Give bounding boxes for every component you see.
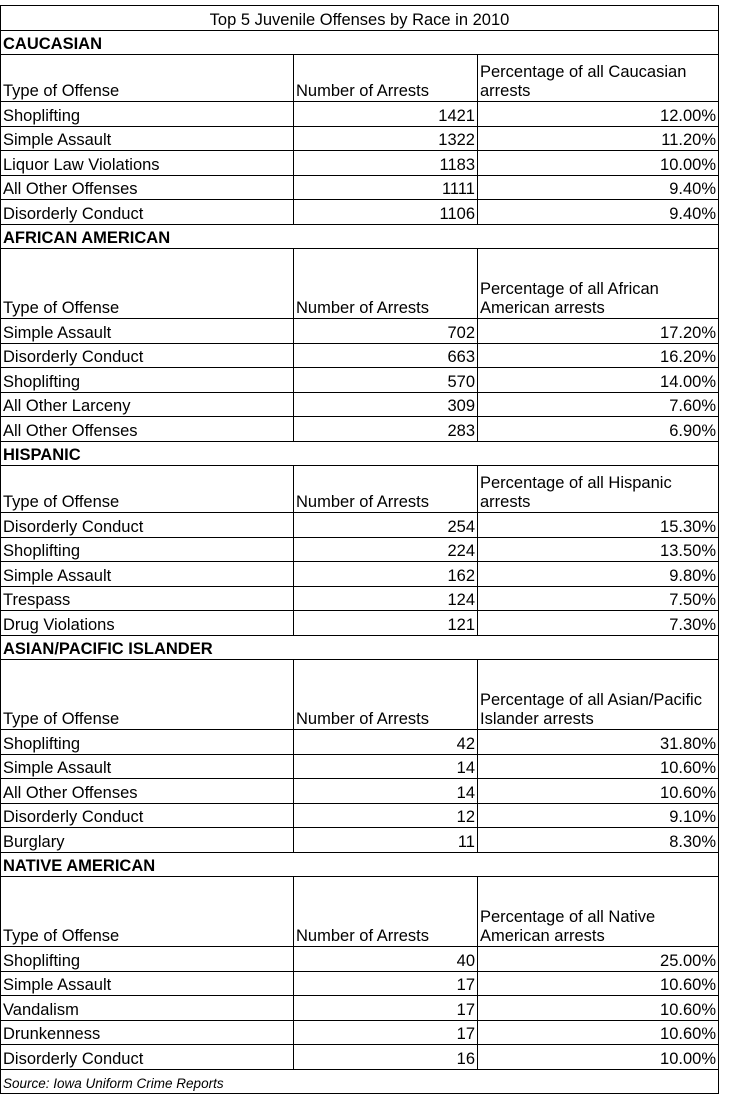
- arrest-percentage: 9.40%: [478, 200, 719, 225]
- arrest-percentage: 10.60%: [478, 996, 719, 1021]
- race-label: ASIAN/PACIFIC ISLANDER: [1, 635, 719, 660]
- arrest-count: 1106: [294, 200, 478, 225]
- arrest-count: 11: [294, 828, 478, 853]
- arrest-percentage: 8.30%: [478, 828, 719, 853]
- offenses-table: [0, 5, 719, 1094]
- offenses-table-body: [1, 6, 719, 1094]
- offense-name: Simple Assault: [1, 971, 294, 996]
- offense-name: Shoplifting: [1, 102, 294, 127]
- arrest-percentage: 25.00%: [478, 947, 719, 972]
- arrest-percentage: 9.40%: [478, 175, 719, 200]
- offense-type-header: Type of Offense: [1, 55, 294, 102]
- offense-name: Burglary: [1, 828, 294, 853]
- offense-name: All Other Offenses: [1, 779, 294, 804]
- offense-name: Simple Assault: [1, 126, 294, 151]
- arrest-count: 42: [294, 730, 478, 755]
- offense-name: All Other Offenses: [1, 417, 294, 442]
- section-header-african-american: [1, 224, 719, 249]
- race-label: NATIVE AMERICAN: [1, 852, 719, 877]
- table-row: [1, 102, 719, 127]
- table-row: [1, 754, 719, 779]
- arrest-percentage: 10.60%: [478, 971, 719, 996]
- offense-name: Drunkenness: [1, 1020, 294, 1045]
- table-row: [1, 947, 719, 972]
- arrest-count: 17: [294, 996, 478, 1021]
- arrest-count: 1111: [294, 175, 478, 200]
- table-row: [1, 730, 719, 755]
- arrest-count: 702: [294, 319, 478, 344]
- column-header-row: [1, 466, 719, 513]
- arrest-count: 162: [294, 562, 478, 587]
- offense-type-header: Type of Offense: [1, 660, 294, 730]
- table-row: [1, 417, 719, 442]
- arrests-count-header: Number of Arrests: [294, 249, 478, 319]
- table-row: [1, 1020, 719, 1045]
- arrest-count: 14: [294, 754, 478, 779]
- table-row: [1, 779, 719, 804]
- table-row: [1, 537, 719, 562]
- offense-name: Vandalism: [1, 996, 294, 1021]
- table-row: [1, 1045, 719, 1070]
- arrest-count: 224: [294, 537, 478, 562]
- table-title: Top 5 Juvenile Offenses by Race in 2010: [1, 6, 719, 31]
- offense-name: Shoplifting: [1, 368, 294, 393]
- offense-name: Shoplifting: [1, 730, 294, 755]
- arrest-count: 40: [294, 947, 478, 972]
- offense-name: Drug Violations: [1, 611, 294, 636]
- arrest-percentage: 9.80%: [478, 562, 719, 587]
- arrest-percentage: 15.30%: [478, 513, 719, 538]
- arrests-count-header: Number of Arrests: [294, 877, 478, 947]
- table-row: [1, 151, 719, 176]
- source-note: Source: Iowa Uniform Crime Reports: [1, 1069, 719, 1094]
- table-row: [1, 996, 719, 1021]
- column-header-row: [1, 877, 719, 947]
- percentage-header: Percentage of all Asian/Pacific Islander arrests: [478, 660, 719, 730]
- offense-type-header: Type of Offense: [1, 249, 294, 319]
- arrest-count: 570: [294, 368, 478, 393]
- arrest-count: 17: [294, 1020, 478, 1045]
- column-header-row: [1, 55, 719, 102]
- race-label: CAUCASIAN: [1, 30, 719, 55]
- arrest-percentage: 10.60%: [478, 1020, 719, 1045]
- offense-name: Simple Assault: [1, 562, 294, 587]
- offense-name: Disorderly Conduct: [1, 343, 294, 368]
- arrest-count: 16: [294, 1045, 478, 1070]
- table-row: [1, 343, 719, 368]
- arrest-percentage: 7.50%: [478, 586, 719, 611]
- percentage-header: Percentage of all Caucasian arrests: [478, 55, 719, 102]
- table-row: [1, 562, 719, 587]
- arrest-percentage: 12.00%: [478, 102, 719, 127]
- arrests-count-header: Number of Arrests: [294, 660, 478, 730]
- arrest-percentage: 7.30%: [478, 611, 719, 636]
- arrest-count: 309: [294, 392, 478, 417]
- table-row: [1, 611, 719, 636]
- arrest-percentage: 13.50%: [478, 537, 719, 562]
- offense-name: All Other Offenses: [1, 175, 294, 200]
- arrest-percentage: 10.00%: [478, 1045, 719, 1070]
- offense-type-header: Type of Offense: [1, 877, 294, 947]
- arrest-count: 12: [294, 803, 478, 828]
- arrest-count: 1322: [294, 126, 478, 151]
- offense-name: Disorderly Conduct: [1, 513, 294, 538]
- arrests-count-header: Number of Arrests: [294, 55, 478, 102]
- arrest-percentage: 9.10%: [478, 803, 719, 828]
- arrest-percentage: 7.60%: [478, 392, 719, 417]
- arrest-percentage: 6.90%: [478, 417, 719, 442]
- arrest-percentage: 10.60%: [478, 779, 719, 804]
- section-header-asian-pacific-islander: [1, 635, 719, 660]
- table-row: [1, 803, 719, 828]
- arrest-percentage: 10.60%: [478, 754, 719, 779]
- arrest-percentage: 17.20%: [478, 319, 719, 344]
- offense-name: Shoplifting: [1, 947, 294, 972]
- table-row: [1, 392, 719, 417]
- table-row: [1, 368, 719, 393]
- arrests-count-header: Number of Arrests: [294, 466, 478, 513]
- percentage-header: Percentage of all Hispanic arrests: [478, 466, 719, 513]
- percentage-header: Percentage of all Native American arrests: [478, 877, 719, 947]
- offense-name: Shoplifting: [1, 537, 294, 562]
- offense-type-header: Type of Offense: [1, 466, 294, 513]
- table-row: [1, 175, 719, 200]
- offense-name: Liquor Law Violations: [1, 151, 294, 176]
- arrest-count: 17: [294, 971, 478, 996]
- column-header-row: [1, 249, 719, 319]
- offense-name: Simple Assault: [1, 319, 294, 344]
- section-header-caucasian: [1, 30, 719, 55]
- race-label: AFRICAN AMERICAN: [1, 224, 719, 249]
- offense-name: Disorderly Conduct: [1, 200, 294, 225]
- arrest-count: 254: [294, 513, 478, 538]
- offense-name: Simple Assault: [1, 754, 294, 779]
- race-label: HISPANIC: [1, 441, 719, 466]
- arrest-count: 121: [294, 611, 478, 636]
- table-row: [1, 971, 719, 996]
- offense-name: All Other Larceny: [1, 392, 294, 417]
- table-row: [1, 513, 719, 538]
- table-row: [1, 319, 719, 344]
- table-row: [1, 200, 719, 225]
- arrest-count: 1421: [294, 102, 478, 127]
- arrest-count: 124: [294, 586, 478, 611]
- offense-name: Trespass: [1, 586, 294, 611]
- arrest-count: 283: [294, 417, 478, 442]
- arrest-percentage: 16.20%: [478, 343, 719, 368]
- table-row: [1, 126, 719, 151]
- percentage-header: Percentage of all African American arrests: [478, 249, 719, 319]
- arrest-percentage: 10.00%: [478, 151, 719, 176]
- arrest-count: 663: [294, 343, 478, 368]
- source-row: [1, 1069, 719, 1094]
- arrest-percentage: 14.00%: [478, 368, 719, 393]
- offense-name: Disorderly Conduct: [1, 1045, 294, 1070]
- arrest-percentage: 11.20%: [478, 126, 719, 151]
- arrest-count: 1183: [294, 151, 478, 176]
- table-row: [1, 828, 719, 853]
- column-header-row: [1, 660, 719, 730]
- section-header-hispanic: [1, 441, 719, 466]
- table-row: [1, 586, 719, 611]
- offense-name: Disorderly Conduct: [1, 803, 294, 828]
- section-header-native-american: [1, 852, 719, 877]
- arrest-count: 14: [294, 779, 478, 804]
- title-row: [1, 6, 719, 31]
- arrest-percentage: 31.80%: [478, 730, 719, 755]
